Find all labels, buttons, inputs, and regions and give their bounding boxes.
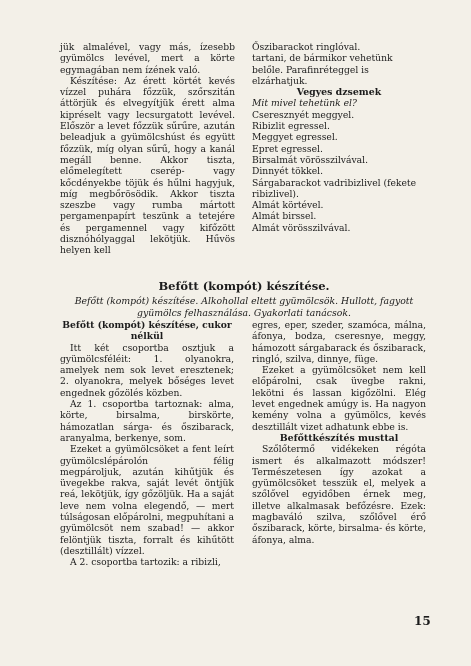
chapter-subtitle: Befőtt (kompót) készítése. Alkohollal eltett gyümölcsök. Hullott, fagyott gyümölcs felhasználása. Gyakorlati tanácsok. xyxy=(74,296,414,319)
paragraph: Őszibarackot ringlóval. xyxy=(252,42,361,53)
paragraph: Ezeket a gyümölcsöket a fent leírt gyümölcslépárolón félig megpároljuk, azután kihűtjük és üvegekbe rakva, saját levét öntjük reá, lekötjük, így gőzöljük. Ha a saját leve nem volna elegendő, — mert túlságosan előpárolni, megpuhítani a gyümölcsöt nem szabad! — akkor felöntjük tiszta, forralt és kihűtött (desztillált) vízzel. xyxy=(60,444,234,557)
paragraph: jük almalével, vagy más, ízesebb gyümölcs levével, mert a körte egymagában nem ízének való. xyxy=(60,42,235,76)
question-line: Mit mivel tehetünk el? xyxy=(252,98,357,110)
paragraph: Szőlőtermő vidékeken régóta ismert és alkalmazott módszer! Természetesen így azokat a gyümölcsöket tesszük el, melyek a szőlővel egyidőben érnek meg, illetve alkalmasak befőzésre. Ezek: magbaváló szilva, szőlővel érő őszibarack, körte, birsalma- és körte, áfonya, alma. xyxy=(252,444,426,546)
section-heading: Befőtt (kompót) készítése, cukor nélkül xyxy=(62,320,232,343)
section-heading: Vegyes dzsemek xyxy=(296,87,382,99)
list-item: Dinnyét tökkel. xyxy=(252,166,324,178)
bottom-left-column xyxy=(60,320,234,569)
paragraph: tartani, de bármikor vehetünk belőle. Parafinréteggel is elzárhatjuk. xyxy=(252,53,393,87)
jam-combination-list xyxy=(252,110,426,234)
list-item: Ribizlit egressel. xyxy=(252,121,330,133)
list-item: Epret egressel. xyxy=(252,143,323,155)
paragraph: Itt két csoportba osztjuk a gyümölcsféléit: 1. olyanokra, amelyek nem sok levet eresztenek; 2. olyanokra, melyek bőséges levet engednek gőzölés közben. xyxy=(60,342,234,399)
top-left-column xyxy=(60,42,235,257)
paragraph: egres, eper, szeder, szamóca, málna, áfonya, bodza, cseresnye, meggy, hámozott sárgabarack és őszibarack, ringló, szilva, dinnye, füge. xyxy=(252,320,426,365)
bottom-right-column xyxy=(252,320,426,546)
list-item: Meggyet egressel. xyxy=(252,132,338,144)
chapter-title: Befőtt (kompót) készítése. xyxy=(158,279,330,293)
list-item: Cseresznyét meggyel. xyxy=(252,109,355,121)
paragraph: A 2. csoportba tartozik: a ribizli, xyxy=(70,557,221,569)
list-item: Almát vörösszilvával. xyxy=(252,222,351,234)
list-item: Almát körtével. xyxy=(252,200,324,212)
section-heading: Befőttkészítés musttal xyxy=(279,432,399,444)
chapter-heading xyxy=(60,279,428,320)
paragraph: Az 1. csoportba tartoznak: alma, körte, birsalma, birskörte, hámozatlan sárga- és őszibarack, aranyalma, berkenye, som. xyxy=(60,399,234,444)
list-item: Sárgabarackot vadribizlivel (fekete ribizlivel). xyxy=(252,177,417,200)
paragraph: Ezeket a gyümölcsöket nem kell előpárolni, csak üvegbe rakni, lekötni és lassan kigőzölni. Elég levet engednek amúgy is. Ha nagyon kemény volna a gyümölcs, kevés desztillált vizet adhatunk ebbe is. xyxy=(252,365,426,433)
paragraph: Készítése: Az érett körtét kevés vízzel puhára főzzük, szőrszitán áttörjük és elvegyítjük érett alma kipréselt vagy lecsurgatott levével. Először a levet főzzük sűrűre, azután beleadjuk a gyümölcshúst és együtt főzzük, míg olyan sűrű, hogy a kanál megáll benne. Akkor tiszta, előmelegített cserép- vagy kőcdényekbe töjük és hűlni hagyjuk, míg megbőrösödik. Akkor tiszta szeszbe vagy rumba mártott pergamenpapírt teszünk a tetejére és pergamennel vagy kifőzött disznóhólyaggal lekötjük. Hűvös helyen kell xyxy=(60,75,235,257)
list-item: Birsalmát vörösszilvával. xyxy=(252,154,369,166)
page-number: 15 xyxy=(414,614,431,628)
top-right-column xyxy=(252,42,426,234)
list-item: Almát birssel. xyxy=(252,211,317,223)
